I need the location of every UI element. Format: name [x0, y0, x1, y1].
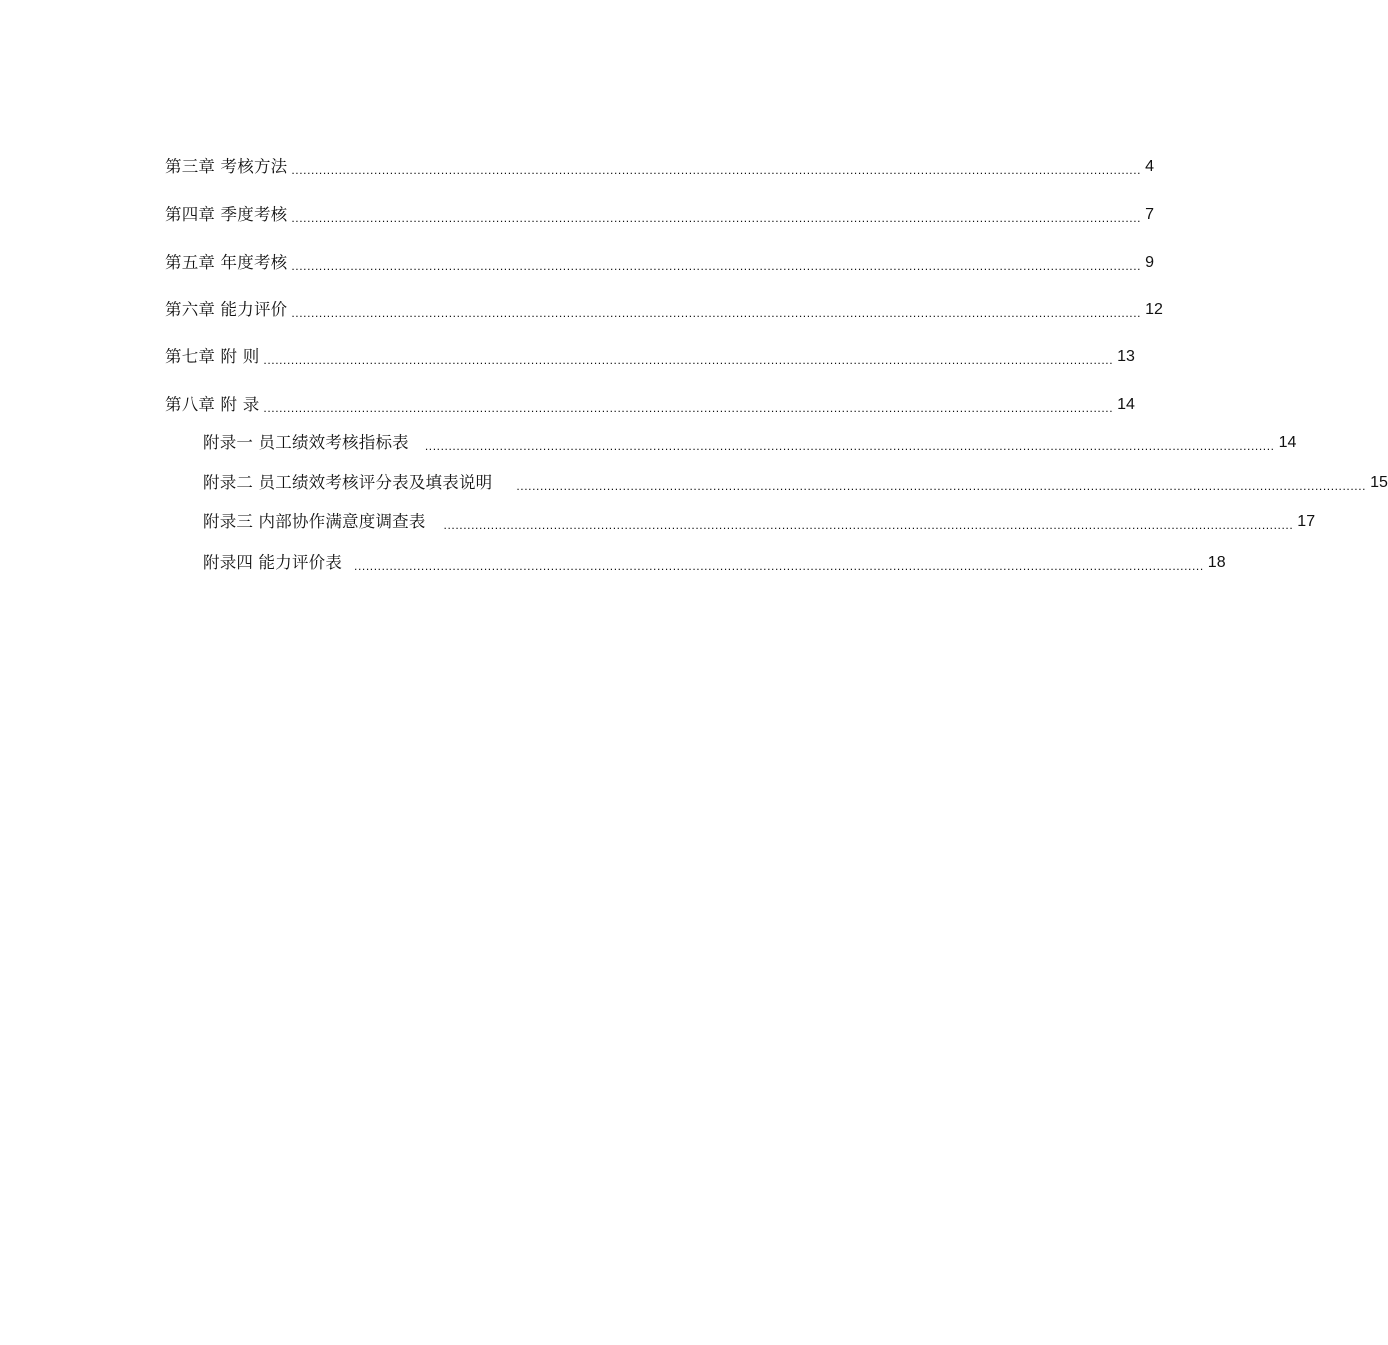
- toc-entry-appendix-3[interactable]: [203, 510, 1316, 534]
- toc-entry-chapter-5[interactable]: [165, 251, 1155, 275]
- toc-page-number: 17: [1297, 513, 1316, 530]
- toc-entry-title: 第七章 附 则: [165, 347, 260, 366]
- toc-leader-dots: ........................................................................................................................................................................................................................: [443, 518, 1294, 532]
- toc-leader-dots: ........................................................................................................................................................................................................................: [354, 559, 1204, 573]
- toc-leader-dots: ........................................................................................................................................................................................................................: [291, 306, 1142, 320]
- toc-page-number: 14: [1278, 434, 1297, 451]
- toc-leader-dots: ........................................................................................................................................................................................................................: [291, 211, 1142, 225]
- toc-page-number: 18: [1207, 554, 1226, 571]
- toc-leader-dots: ........................................................................................................................................................................................................................: [424, 439, 1275, 453]
- toc-page-number: 4: [1145, 158, 1155, 175]
- toc-entry-appendix-1[interactable]: [203, 431, 1297, 455]
- toc-entry-title: 附录四 能力评价表: [203, 553, 343, 572]
- toc-entry-chapter-6[interactable]: [165, 298, 1163, 322]
- toc-entry-title: 附录二 员工绩效考核评分表及填表说明: [203, 473, 493, 492]
- toc-entry-appendix-4[interactable]: [203, 551, 1226, 575]
- toc-page-number: 15: [1370, 474, 1388, 491]
- toc-page-number: 12: [1145, 301, 1163, 318]
- toc-leader-dots: ........................................................................................................................................................................................................................: [516, 479, 1367, 493]
- toc-leader-dots: ........................................................................................................................................................................................................................: [291, 259, 1142, 273]
- toc-entry-title: 第六章 能力评价: [165, 300, 288, 319]
- toc-entry-title: 附录一 员工绩效考核指标表: [203, 433, 409, 452]
- toc-page-number: 14: [1117, 396, 1135, 413]
- toc-page-number: 7: [1145, 206, 1155, 223]
- toc-entry-appendix-2[interactable]: [203, 471, 1388, 495]
- toc-entry-chapter-3[interactable]: [165, 155, 1155, 179]
- toc-leader-dots: ........................................................................................................................................................................................................................: [263, 353, 1114, 367]
- toc-entry-chapter-4[interactable]: [165, 203, 1155, 227]
- toc-leader-dots: ........................................................................................................................................................................................................................: [291, 163, 1142, 177]
- toc-entry-title: 第四章 季度考核: [165, 205, 288, 224]
- toc-entry-title: 第八章 附 录: [165, 395, 260, 414]
- toc-entry-title: 附录三 内部协作满意度调查表: [203, 512, 426, 531]
- toc-leader-dots: ........................................................................................................................................................................................................................: [263, 401, 1114, 415]
- toc-entry-chapter-8[interactable]: [165, 393, 1135, 417]
- toc-entry-title: 第五章 年度考核: [165, 253, 288, 272]
- toc-page-number: 13: [1117, 348, 1135, 365]
- toc-page-number: 9: [1145, 254, 1155, 271]
- toc-entry-title: 第三章 考核方法: [165, 157, 288, 176]
- toc-entry-chapter-7[interactable]: [165, 345, 1135, 369]
